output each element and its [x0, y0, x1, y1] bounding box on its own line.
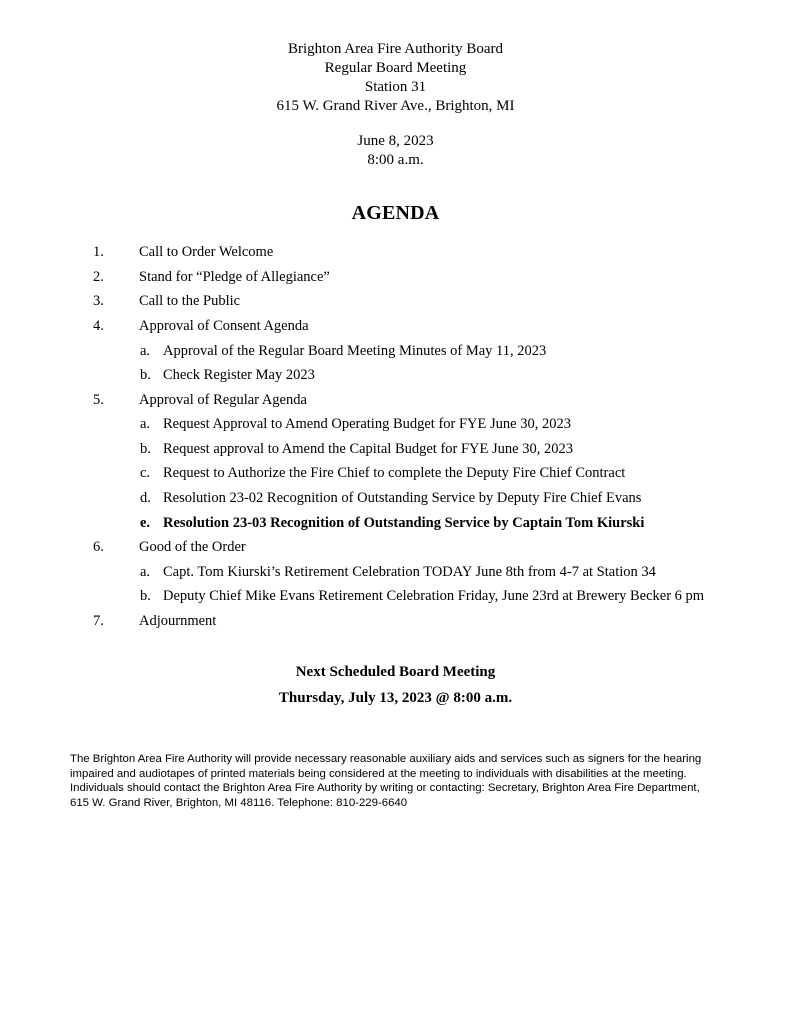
item-text: Stand for “Pledge of Allegiance” — [139, 269, 330, 285]
subitem-text: Request approval to Amend the Capital Budget for FYE June 30, 2023 — [163, 441, 573, 457]
meeting-address: 615 W. Grand River Ave., Brighton, MI — [276, 98, 515, 114]
next-meeting-datetime: Thursday, July 13, 2023 @ 8:00 a.m. — [278, 690, 513, 706]
subitem-text: Approval of the Regular Board Meeting Minutes of May 11, 2023 — [163, 343, 547, 359]
subitem-letter: a. — [140, 416, 151, 432]
subitem-letter: a. — [140, 343, 151, 359]
subitem-letter: d. — [140, 490, 151, 506]
subitem-letter: a. — [140, 564, 151, 580]
subitem-text: Request to Authorize the Fire Chief to complete the Deputy Fire Chief Contract — [163, 465, 626, 481]
subitem-text: Capt. Tom Kiurski’s Retirement Celebration TODAY June 8th from 4-7 at Station 34 — [163, 564, 656, 580]
item-text: Good of the Order — [139, 539, 246, 555]
item-number: 7. — [93, 613, 104, 629]
item-number: 3. — [93, 293, 104, 309]
subitem-letter: e. — [140, 515, 151, 531]
item-number: 2. — [93, 269, 104, 285]
subitem-letter: b. — [140, 441, 151, 457]
subitem-text: Deputy Chief Mike Evans Retirement Celebration Friday, June 23rd at Brewery Becker 6 pm — [163, 588, 705, 604]
subitem-letter: c. — [140, 465, 151, 481]
subitem-text: Request Approval to Amend Operating Budget for FYE June 30, 2023 — [163, 416, 571, 432]
subitem-letter: b. — [140, 367, 151, 383]
next-meeting-label: Next Scheduled Board Meeting — [295, 664, 496, 680]
notice-line: The Brighton Area Fire Authority will provide necessary reasonable auxiliary aids and services such as signers for the hearing — [70, 753, 702, 765]
item-text: Call to Order Welcome — [139, 244, 274, 260]
item-number: 6. — [93, 539, 104, 555]
item-text: Call to the Public — [139, 293, 241, 309]
subitem-letter: b. — [140, 588, 151, 604]
item-text: Adjournment — [139, 613, 217, 629]
meeting-header — [0, 40, 791, 116]
meeting-datetime — [0, 132, 791, 170]
subitem-text: Check Register May 2023 — [163, 367, 315, 383]
meeting-date: June 8, 2023 — [357, 133, 434, 149]
item-number: 1. — [93, 244, 104, 260]
item-number: 4. — [93, 318, 104, 334]
item-number: 5. — [93, 392, 104, 408]
subitem-text: Resolution 23-03 Recognition of Outstanding Service by Captain Tom Kiurski — [163, 515, 645, 531]
subitem-text: Resolution 23-02 Recognition of Outstanding Service by Deputy Fire Chief Evans — [163, 490, 642, 506]
item-text: Approval of Consent Agenda — [139, 318, 309, 334]
notice-line: Individuals should contact the Brighton Area Fire Authority by writing or contacting: Secretary, Brighton Area Fire Department, — [70, 782, 700, 794]
meeting-time: 8:00 a.m. — [367, 152, 424, 168]
meeting-station: Station 31 — [364, 79, 427, 95]
accessibility-notice — [70, 752, 730, 810]
item-text: Approval of Regular Agenda — [139, 392, 307, 408]
notice-line: 615 W. Grand River, Brighton, MI 48116. Telephone: 810-229-6640 — [70, 796, 408, 809]
org-name: Brighton Area Fire Authority Board — [288, 41, 503, 57]
page-title: AGENDA — [351, 202, 440, 224]
notice-line: impaired and audiotapes of printed materials being considered at the meeting to individuals with disabilities at the meeting. — [70, 767, 687, 780]
meeting-type: Regular Board Meeting — [324, 60, 467, 76]
